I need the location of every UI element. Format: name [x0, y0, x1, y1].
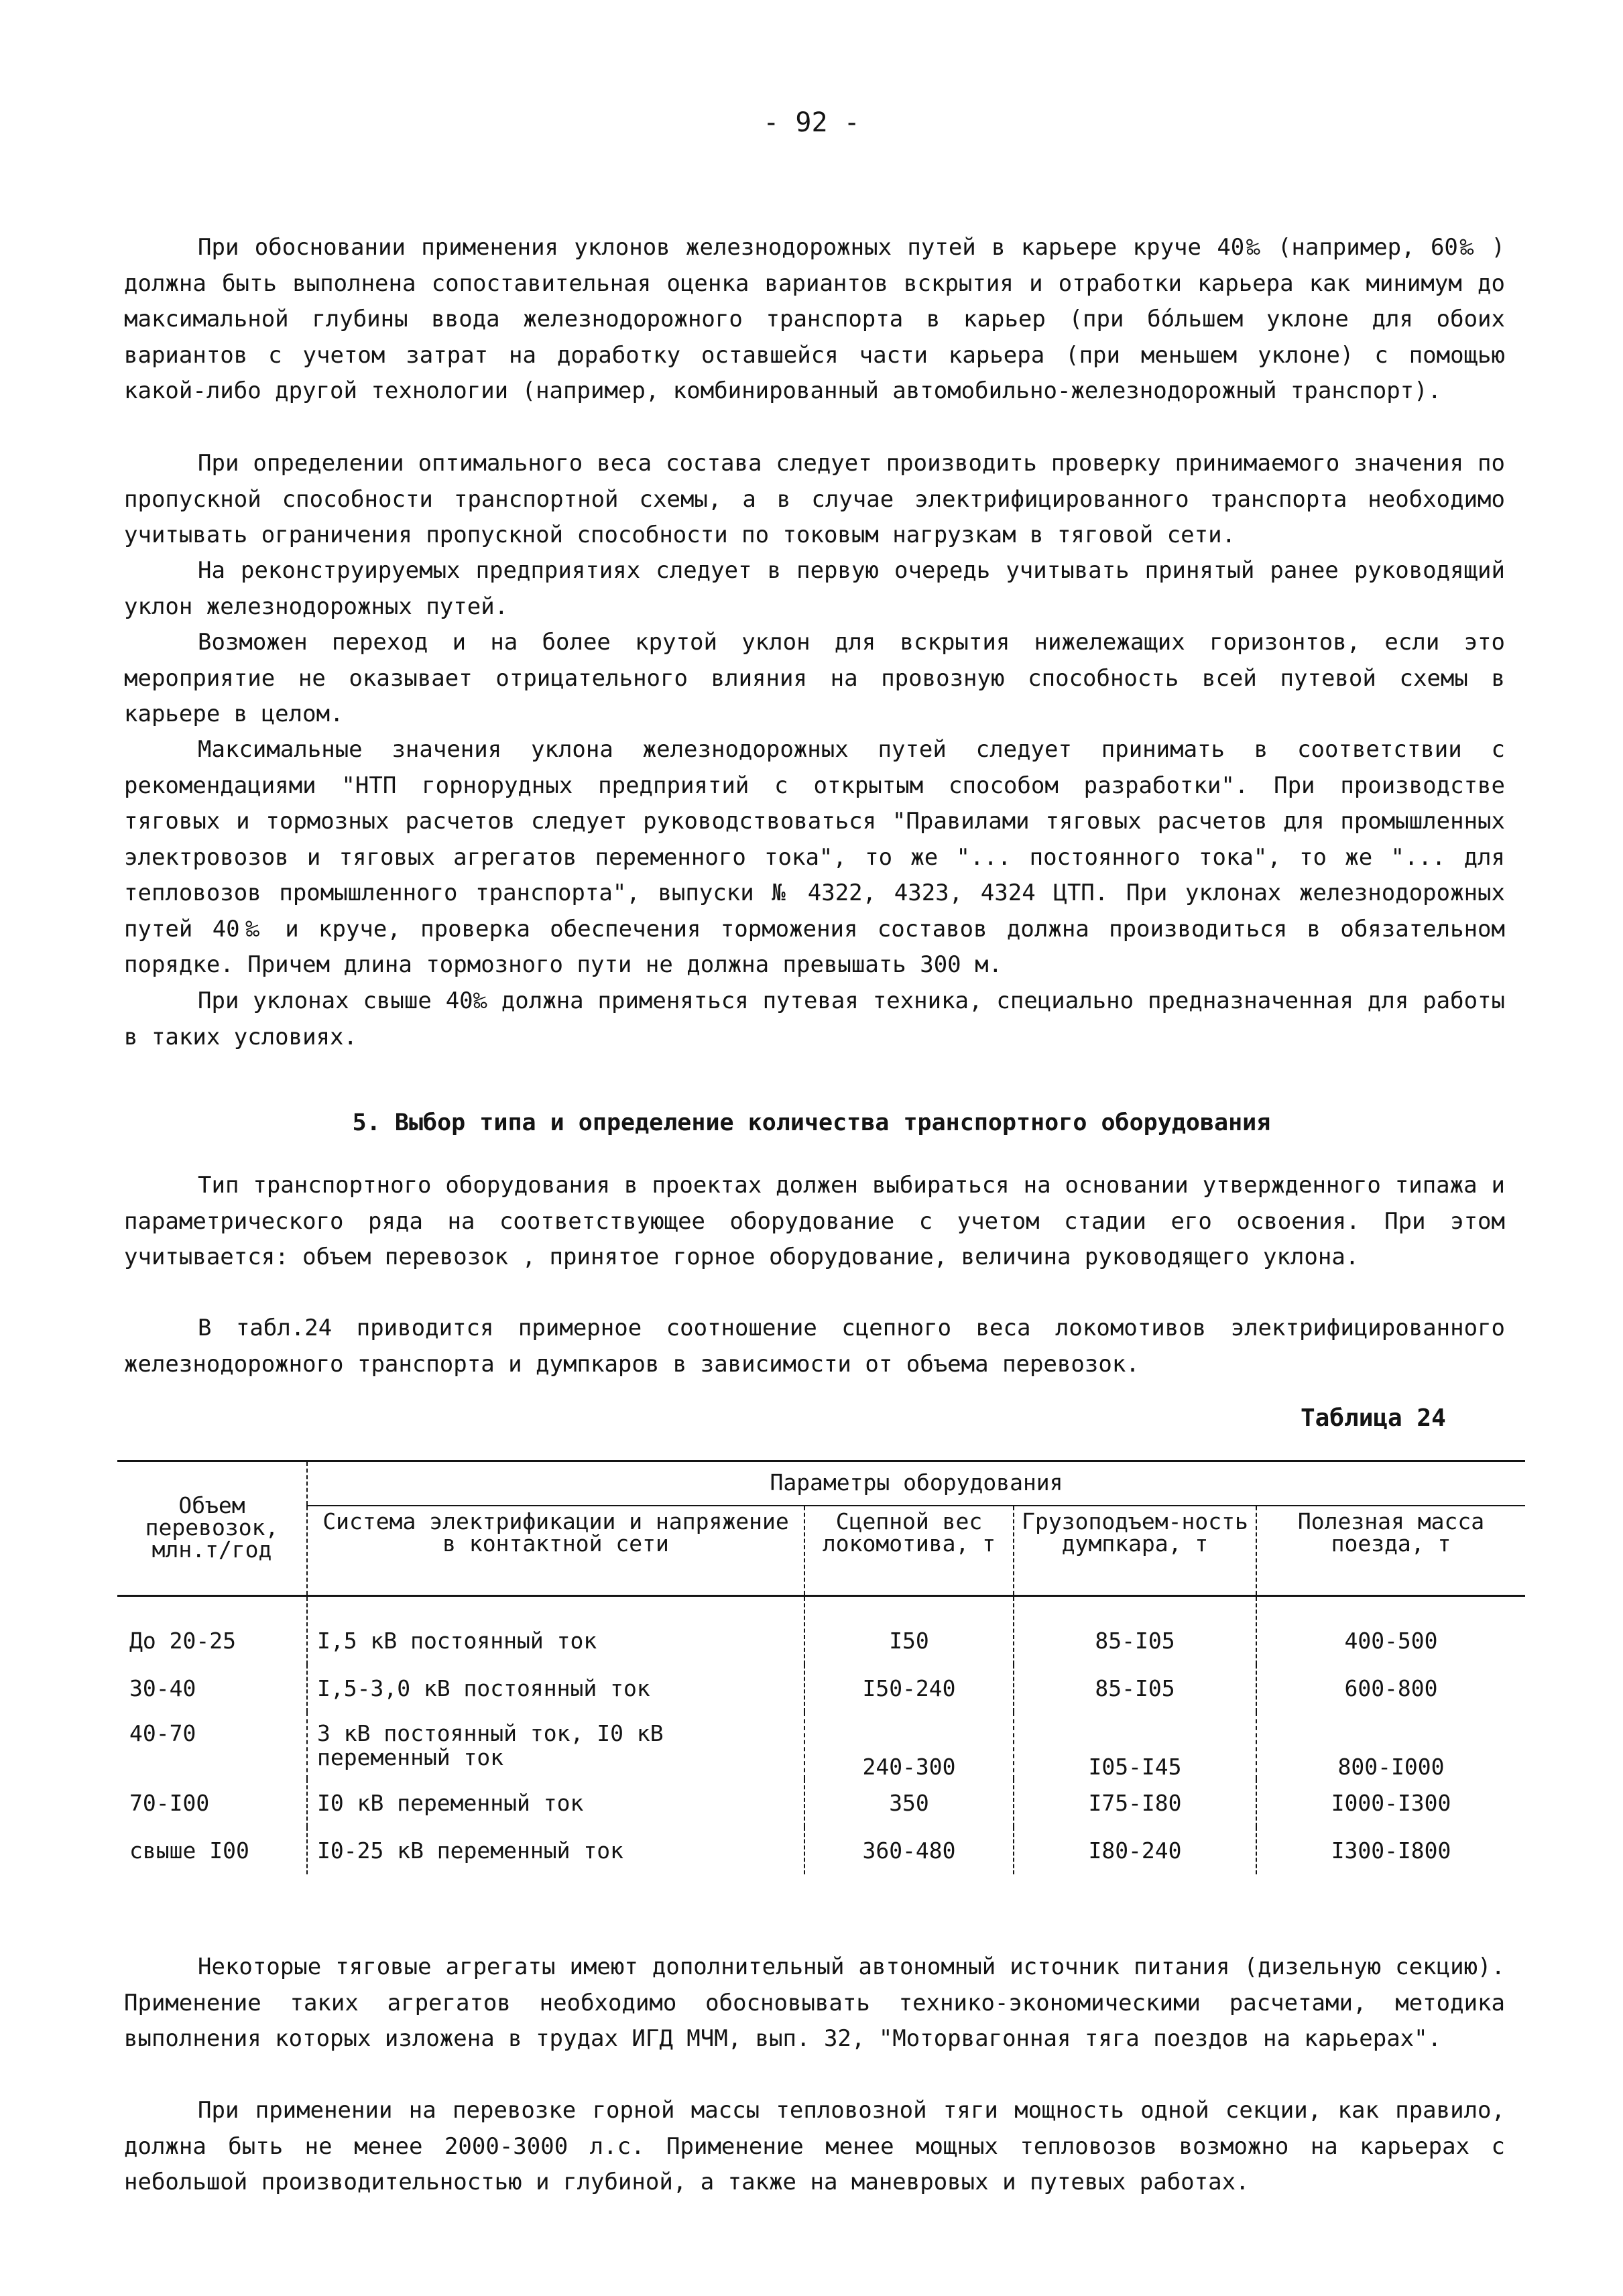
header-train-mass: Полезная масса поезда, т: [1256, 1506, 1525, 1596]
cell-mass: 600-800: [1256, 1665, 1525, 1712]
paragraph-equipment-type: Тип транспортного оборудования в проектах должен выбираться на основании утвержденного типажа и параметрического ряда на соответствующее оборудование с учетом стадии его освоения. При этом учитывается: объем перевозок , принятое горное оборудование, величина руководящего уклона.: [124, 1172, 1505, 1270]
cell-mass: I300-I800: [1256, 1827, 1525, 1874]
cell-capacity: I80-240: [1014, 1827, 1256, 1874]
cell-mass: 800-I000: [1256, 1712, 1525, 1779]
table-row: [117, 1596, 1525, 1665]
paragraph-max-slope: Максимальные значения уклона железнодорожных путей следует принимать в соответствии с рекомендациями "НТП горнорудных предприятий с открытым способом разработки". При производстве тяговых и тормозных расчетов следует руководствоваться "Правилами тяговых расчетов для промышленных электровозов и тяговых агрегатов переменного тока", то же "... постоянного тока", то же "... для тепловозов промышленного транспорта", выпуски № 4322, 4323, 4324 ЦТП. При уклонах железнодорожных путей 40‰ и круче, проверка обеспечения торможения составов должна производиться в обязательном порядке. Причем длина тормозного пути не должна превышать 300 м.: [124, 736, 1505, 978]
table-row: [117, 1712, 1525, 1779]
cell-weight: 360-480: [804, 1827, 1014, 1874]
table-row: [117, 1779, 1525, 1827]
cell-weight: 350: [804, 1779, 1014, 1827]
paragraph-reconstruction: На реконструируемых предприятиях следует в первую очередь учитывать принятый ранее руководящий уклон железнодорожных путей.: [124, 557, 1505, 620]
cell-system: I0-25 кВ переменный ток: [307, 1827, 804, 1874]
page-number: - 92 -: [763, 107, 860, 138]
paragraph-train-weight: При определении оптимального веса состава следует производить проверку принимаемого значения по пропускной способности транспортной схемы, а в случае электрифицированного транспорта необходимо учитывать ограничения пропускной способности по токовым нагрузкам в тяговой сети.: [124, 450, 1505, 548]
paragraph-diesel-traction: При применении на перевозке горной массы тепловозной тяги мощность одной секции, как правило, должна быть не менее 2000-3000 л.с. Применение менее мощных тепловозов возможно на карьерах с небольшой производительностью и глубиной, а также на маневровых и путевых работах.: [124, 2097, 1505, 2195]
cell-capacity: I05-I45: [1014, 1712, 1256, 1779]
cell-mass: I000-I300: [1256, 1779, 1525, 1827]
section-heading: 5. Выбор типа и определение количества транспортного оборудования: [352, 1109, 1271, 1136]
header-equipment-params: Параметры оборудования: [307, 1461, 1525, 1506]
header-electrification: Система электрификации и напряжение в контактной сети: [307, 1506, 804, 1596]
cell-capacity: 85-I05: [1014, 1665, 1256, 1712]
cell-volume: 70-I00: [129, 1789, 210, 1816]
cell-system: 3 кВ постоянный ток, I0 кВ переменный ток: [307, 1712, 804, 1779]
cell-system: I,5-3,0 кВ постоянный ток: [307, 1665, 804, 1712]
cell-weight: I50-240: [804, 1665, 1014, 1712]
paragraph-table-intro: В табл.24 приводится примерное соотношение сцепного веса локомотивов электрифицированного железнодорожного транспорта и думпкаров в зависимости от объема перевозок.: [124, 1315, 1505, 1378]
cell-volume: 30-40: [129, 1675, 196, 1701]
header-dumpcar-capacity: Грузоподъем-ность думпкара, т: [1014, 1506, 1256, 1596]
equipment-table: [117, 1460, 1525, 1874]
cell-volume: свыше I00: [129, 1837, 249, 1864]
header-coupling-weight: Сцепной вес локомотива, т: [804, 1506, 1014, 1596]
cell-capacity: 85-I05: [1014, 1596, 1256, 1665]
paragraph-special-equipment: При уклонах свыше 40‰ должна применяться путевая техника, специально предназначенная для работы в таких условиях.: [124, 987, 1505, 1050]
cell-volume: 40-70: [129, 1720, 196, 1746]
paragraph-steeper-slope: Возможен переход и на более крутой уклон для вскрытия нижележащих горизонтов, если это мероприятие не оказывает отрицательного влияния на провозную способность всей путевой схемы в карьере в целом.: [124, 629, 1505, 727]
cell-system: I0 кВ переменный ток: [307, 1779, 804, 1827]
cell-capacity: I75-I80: [1014, 1779, 1256, 1827]
cell-weight: I50: [804, 1596, 1014, 1665]
table-row: [117, 1665, 1525, 1712]
cell-system: I,5 кВ постоянный ток: [307, 1596, 804, 1665]
paragraph-slope-justification: При обосновании применения уклонов железнодорожных путей в карьере круче 40‰ (например, 60‰ ) должна быть выполнена сопоставительная оценка вариантов вскрытия и отработки карьера как минимум до максимальной глубины ввода железнодорожного транспорта в карьер (при бо́льшем уклоне для обоих вариантов с учетом затрат на доработку оставшейся части карьера (при меньшем уклоне) с помощью какой-либо другой технологии (например, комбинированный автомобильно-железнодорожный транспорт).: [124, 234, 1505, 404]
header-volume: Объем перевозок, млн.т/год: [117, 1461, 307, 1596]
cell-weight: 240-300: [804, 1712, 1014, 1779]
cell-volume: До 20-25: [129, 1627, 236, 1654]
paragraph-autonomous-source: Некоторые тяговые агрегаты имеют дополнительный автономный источник питания (дизельную секцию). Применение таких агрегатов необходимо обосновывать технико-экономическими расчетами, методика выполнения которых изложена в трудах ИГД МЧМ, вып. 32, "Моторвагонная тяга поездов на карьерах".: [124, 1953, 1505, 2052]
table-caption: Таблица 24: [1301, 1404, 1446, 1432]
cell-mass: 400-500: [1256, 1596, 1525, 1665]
table-row: [117, 1827, 1525, 1874]
